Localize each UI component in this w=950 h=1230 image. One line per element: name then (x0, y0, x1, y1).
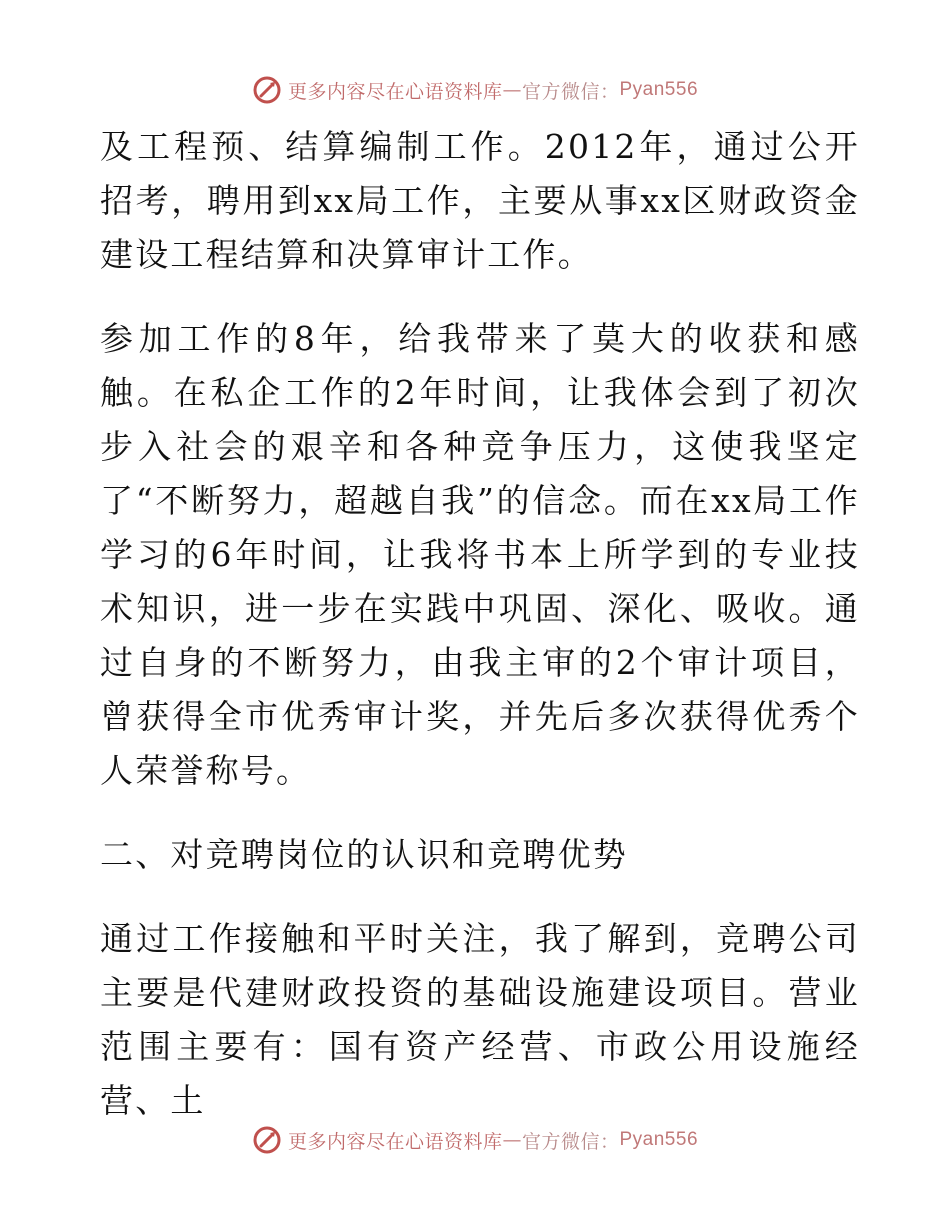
paragraph-1: 及工程预、结算编制工作。2012年，通过公开招考，聘用到xx局工作，主要从事xx区财政资金建设工程结算和决算审计工作。 (100, 127, 860, 274)
watermark-site-text: 更多内容尽在心语资料库 (287, 80, 503, 103)
document-body (100, 120, 860, 1128)
header-watermark (0, 70, 950, 110)
watermark-wechat-label: 官方微信： (521, 1130, 620, 1153)
watermark-wechat-label: 官方微信： (521, 80, 620, 103)
watermark-separator: — (502, 1129, 522, 1151)
footer-watermark (0, 1120, 950, 1160)
paragraph-3: 通过工作接触和平时关注，我了解到，竞聘公司主要是代建财政投资的基础设施建设项目。营业范围主要有：国有资产经营、市政公用设施经营、土 (100, 919, 860, 1120)
logo-icon (252, 75, 282, 105)
watermark-wechat-id: Pyan556 (619, 79, 699, 100)
watermark-site-text: 更多内容尽在心语资料库 (287, 1130, 503, 1153)
logo-icon (252, 1125, 282, 1155)
watermark-wechat-id: Pyan556 (619, 1129, 699, 1150)
watermark-separator: — (502, 79, 522, 101)
paragraph-2: 参加工作的8年，给我带来了莫大的收获和感触。在私企工作的2年时间，让我体会到了初次步入社会的艰辛和各种竞争压力，这使我坚定了“不断努力，超越自我”的信念。而在xx局工作学习的6年时间，让我将书本上所学到的专业技术知识，进一步在实践中巩固、深化、吸收。通过自身的不断努力，由我主审的2个审计项目，曾获得全市优秀审计奖，并先后多次获得优秀个人荣誉称号。 (100, 319, 860, 790)
section-heading: 二、对竞聘岗位的认识和竞聘优势 (100, 835, 628, 874)
